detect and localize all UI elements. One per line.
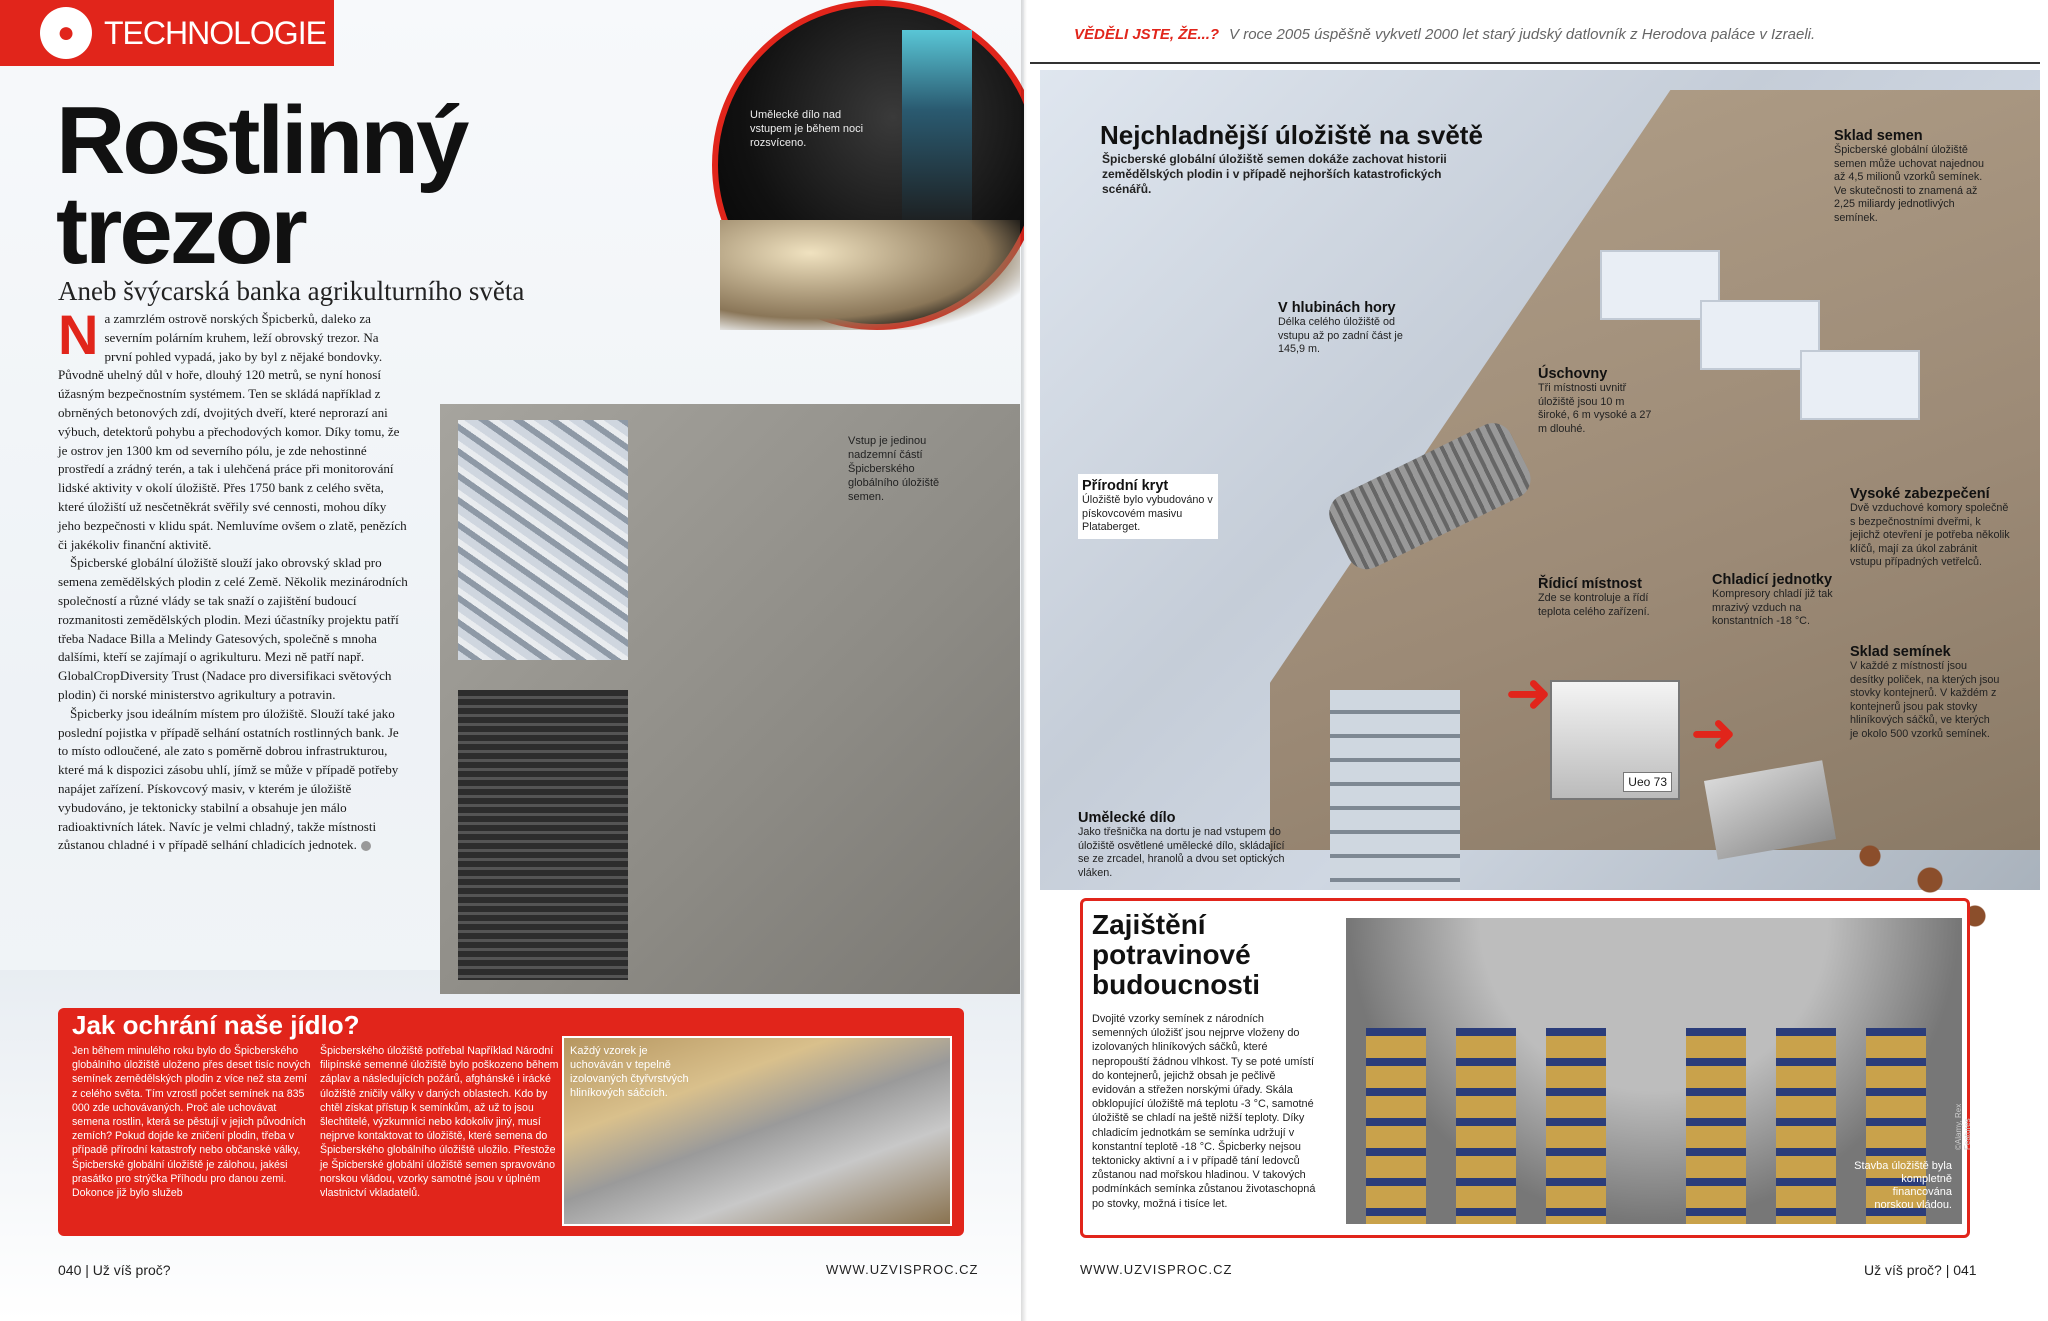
label-text: V každé z místností jsou desítky poliček, na kterých jsou stovky kontejnerů. V každém z kontejnerů jsou pak stovky hliníkových sáčků, ve kterých je okolo 500 vzorků semínek. [1850, 660, 2000, 740]
red-infobox-title: Jak ochrání naše jídlo? [72, 1010, 360, 1040]
seed-bags-caption: Každý vzorek je uchováván v tepelně izolovaných čtyřvrstvých hliníkových sáčcích. [570, 1045, 689, 1099]
headline [56, 87, 526, 284]
storage-hall-3 [1800, 350, 1920, 420]
food-future-text: Dvojité vzorky semínek z národních semenných úložišť jsou nejprve vloženy do izolovaných hliníkových sáčků, které nepropouští žádnou vlhkost. Ty se poté umístí do kontejnerů, jejichž obsah je pečlivě evidován a střežen norskými úřady. Skála obklopující úložiště má teplotu -3 °C, samotné úložiště se chladí na ještě nižší teploty. Díky chladicím jednotkám se semínka udržují v konstantní teplotě -18 °C. Špicberky nejsou tektonicky aktivní a i v případě tání ledovců zůstanou nad mořskou hladinou. V takových podmínkách semínka zůstanou životaschopná po stovky, možná i tisíce let. [1092, 1013, 1316, 1210]
paragraph-3 [58, 705, 408, 855]
label-text: Délka celého úložiště od vstupu až po zadní část je 145,9 m. [1278, 316, 1403, 356]
section-tab [0, 0, 334, 66]
headline-line-2: trezor [56, 177, 305, 284]
label-sklad-seminek [1850, 644, 2000, 742]
folio-right: Už víš proč? | 041 [1864, 1262, 1977, 1278]
page-gutter [1021, 0, 1027, 1321]
label-title: Sklad semínek [1850, 644, 1951, 660]
label-title: V hlubinách hory [1278, 300, 1396, 316]
article-body [58, 303, 408, 855]
night-snow [720, 220, 1020, 330]
label-text: Dvě vzduchové komory společně s bezpečnostními dveřmi, k jejichž otevření je potřeba několik klíčů, mají za úkol zabránit vstupu případných vetřelců. [1850, 502, 2010, 569]
headline-line-1: Rostlinný [56, 87, 467, 194]
shelf [1366, 1028, 1426, 1224]
label-title: Řídicí místnost [1538, 576, 1642, 592]
did-you-know-label: VĚDĚLI JSTE, ŽE...? [1074, 26, 1220, 43]
label-sklad-semen [1834, 128, 1994, 226]
shelf [1776, 1028, 1836, 1224]
section-label: TECHNOLOGIE [104, 14, 326, 51]
label-title: Sklad semen [1834, 128, 1923, 144]
folio-left: 040 | Už víš proč? [58, 1262, 171, 1278]
red-infobox-column-2: Špicberského úložiště potřebal Například Národní filipínské semenné úložiště bylo poškozeno během záplav a následujících požárů, afghánské i irácké úložiště zničily války v daných oblastech. Kdo by chtěl získat přístup k semínkům, až už to jsou šlechtitelé, výzkumníci nebo kdokoliv jiný, musí nejprve kontaktovat to úložiště, které semena do Špicberského globálního úložiště uložilo. Přestože je Špicberské globální úložiště semen spravováno norskou vládou, vzorky samotné jsou v úplném vlastnictví vkladatelů. [320, 1045, 559, 1200]
vault-interior-caption: Stavba úložiště byla kompletně financována norskou vládou. [1854, 1160, 1952, 1211]
night-entrance-art [902, 30, 972, 230]
paragraph-3-text: Špicberky jsou ideálním místem pro úložiště. Slouží také jako poslední pojistka v případě selhání ostatních rostlinných bank. Je to místo odloučené, ale zato s poměrně dobrou infrastrukturou, které má k dispozici zásobu uhlí, jímž se může v případě potřeby napájet zařízení. Pískovcový masiv, v kterém je úložiště vybudováno, je tektonicky stabilní a obsahuje jen málo radioaktivních látek. Navíc je velmi chladný, takže místnosti zůstanou chladné i v případě selhání chladicích jednotek. [58, 705, 399, 853]
brand-right: Už víš proč? [1864, 1262, 1942, 1278]
label-prirodni-kryt [1078, 474, 1218, 539]
label-title: Umělecké dílo [1078, 810, 1176, 826]
vault-art-panel [458, 420, 628, 660]
label-umelecke-dilo [1078, 810, 1298, 880]
paragraph-1-text: a zamrzlém ostrově norských Špicberků, daleko za severním polárním kruhem, leží obrovský trezor. Na první pohled vypadá, jako by byl z nějaké bondovky. Původně uhelný důl v hoře, dlouhý 120 metrů, se nyní honosí úžasným bezpečnostním systémem. Ten se skládá například z obrněných betonových zdí, dvojitých dveří, které neprorazí ani výbuch, detektorů pohybu a přechodových komor. Díky tomu, že je ostrov jen 1300 km od severního pólu, je zde nehostinné prostředí a zrádný terén, a tak i ulehčená práce při monitorování lidské aktivity v okolí úložiště. Přes 1750 bank z celého světa, které úložiští už nesčetněkrát svěřily své cennosti, mohou díky jeho bezpečnosti v klidu spát. Nemluvíme ovšem o zlatě, penězích či jakékoliv finanční aktivitě. [58, 311, 407, 552]
label-text: Zde se kontroluje a řídí teplota celého zařízení. [1538, 592, 1650, 618]
paragraph-2: Špicberské globální úložiště slouží jako obrovský sklad pro semena zemědělských plodin z celé Země. Několik mezinárodních společností a různé vlády se tak snaží o zajištění budoucí rozmanitosti zemědělských plodin. Mezi účastníky projektu patří třeba Nadace Billa a Melindy Gatesových, společně s mnoha dalšími, kteří se zajímají o agrikulturu. Mezi ně patří např. GlobalCropDiversity Trust (Nadace pro diversifikaci světových plodin) či norské ministerstvo agrikultury a potravin. [58, 555, 408, 702]
caption-entry: Vstup je jedinou nadzemní částí Špicberského globálního úložiště semen. [848, 435, 940, 503]
label-text: Tři místnosti uvnitř úložiště jsou 10 m široké, 6 m vysoké a 27 m dlouhé. [1538, 382, 1652, 435]
arrow-icon: ➜ [1690, 701, 1737, 764]
url-left[interactable]: WWW.UZVISPROC.CZ [826, 1262, 979, 1277]
caption-night: Umělecké dílo nad vstupem je během noci rozsvíceno. [750, 109, 864, 149]
seed-crate [1550, 680, 1680, 800]
drop-cap: N [58, 303, 99, 366]
brand-left: Už víš proč? [92, 1262, 171, 1278]
lightbulb-icon: ● [40, 7, 92, 59]
label-title: Vysoké zabezpečení [1850, 486, 1990, 502]
end-mark-icon [361, 841, 371, 851]
label-title: Úschovny [1538, 366, 1608, 382]
vault-vent-grille [458, 690, 628, 980]
top-rule [1030, 62, 2040, 64]
did-you-know-strip [1074, 26, 2034, 56]
arrow-icon: ➜ [1505, 661, 1552, 724]
label-text: Jako třešnička na dortu je nad vstupem do úložiště osvětlené umělecké dílo, skládající se ze zrcadel, hranolů a dvou set optických vláken. [1078, 826, 1285, 879]
did-you-know-text: V roce 2005 úspěšně vykvetl 2000 let starý judský datlovník z Herodova paláce v Izraeli. [1229, 26, 1816, 43]
crate-label: Ueo 73 [1623, 772, 1672, 792]
label-text: Úložiště bylo vybudováno v pískovcovém masivu Plataberget. [1082, 494, 1213, 534]
label-title: Přírodní kryt [1082, 478, 1169, 494]
label-chladici-jednotky [1712, 572, 1842, 629]
page-number-right: 041 [1953, 1262, 1977, 1278]
label-text: Kompresory chladí již tak mrazivý vzduch na konstantních -18 °C. [1712, 588, 1833, 628]
infographic-title: Nejchladnější úložiště na světě [1100, 120, 1483, 150]
label-vysoke-zabezpeceni [1850, 486, 2010, 570]
shelf [1686, 1028, 1746, 1224]
shelf [1456, 1028, 1516, 1224]
paragraph-1 [58, 303, 408, 554]
label-uschovny [1538, 366, 1658, 436]
label-ridici-mistnost [1538, 576, 1668, 619]
infographic-subtitle: Špicberské globální úložiště semen dokáže zachovat historii zemědělských plodin i v případě nejhorších katastrofických scénářů. [1102, 152, 1447, 196]
label-title: Chladicí jednotky [1712, 572, 1833, 588]
shelf [1546, 1028, 1606, 1224]
red-infobox-column-1: Jen během minulého roku bylo do Špicberského globálního úložiště uloženo přes deset tisíc nových semínek zemědělských plodin z více než sta zemí z celého světa. Tím vzrostl počet semínek na 835 000 zde uchovávaných. Proč ale uchovávat semena rostlin, která se pěstují v jejich původních zemích? Pokud dojde ke zničení plodin, třeba v případě přírodní katastrofy nebo občanské války, Špicberské globální úložiště je zálohou, jakési prasátko pro strýčka Příhodu pro danou zemi. Dokonce již bylo služeb [72, 1045, 311, 1200]
label-v-hlubinach-hory [1278, 300, 1418, 357]
photo-credit: ©Alamy, Rex Features [1954, 1103, 1972, 1150]
label-text: Špicberské globální úložiště semen může uchovat najednou až 4,5 milionů vzorků semínek. Ve skutečnosti to znamená až 2,25 miliardy jednotlivých semínek. [1834, 144, 1985, 224]
food-future-title: Zajištění potravinové budoucnosti [1092, 909, 1260, 1000]
seed-racks [1330, 690, 1460, 890]
url-right[interactable]: WWW.UZVISPROC.CZ [1080, 1262, 1233, 1277]
page-number-left: 040 [58, 1262, 82, 1278]
subtitle: Aneb švýcarská banka agrikulturního světa [58, 276, 525, 306]
